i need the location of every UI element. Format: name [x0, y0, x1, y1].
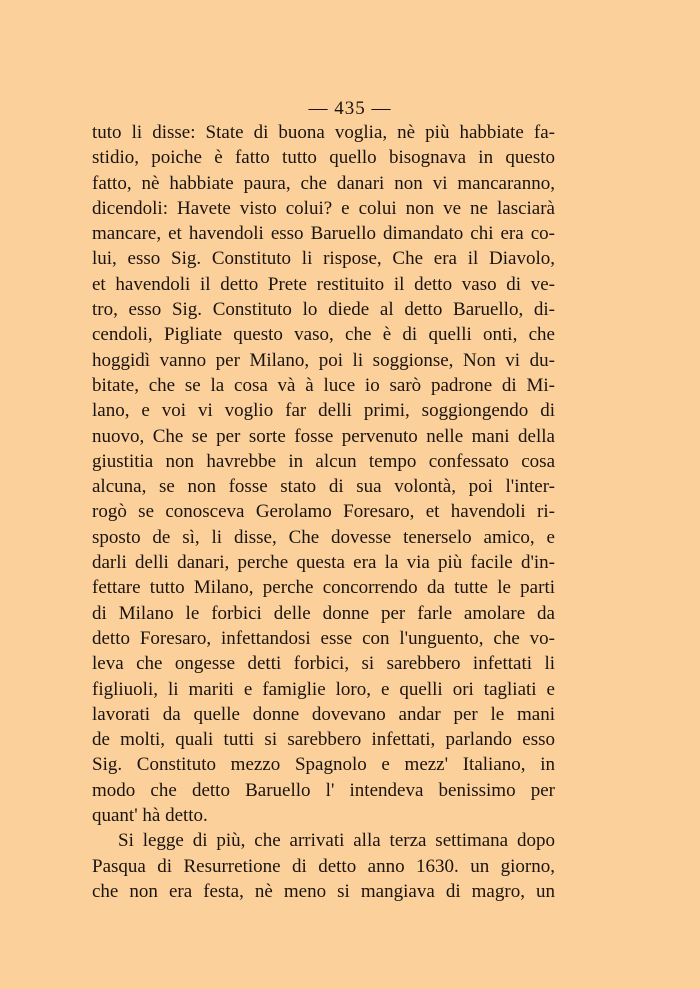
text-line: dicendoli: Havete visto colui? e colui non ve ne lasciarà [92, 197, 555, 219]
text-line: hoggidì vanno per Milano, poi li soggionse, Non vi du- [92, 349, 555, 371]
text-line: darli delli danari, perche questa era la via più facile d'in- [92, 552, 555, 574]
text-line: Si legge di più, che arrivati alla terza settimana dopo [118, 830, 555, 852]
text-line: modo che detto Baruello l' intendeva benissimo per [92, 779, 555, 801]
text-line: tro, esso Sig. Constituto lo diede al detto Baruello, di- [92, 299, 555, 321]
text-line: nuovo, Che se per sorte fosse pervenuto nelle mani della [92, 425, 555, 447]
text-line: fettare tutto Milano, perche concorrendo da tutte le parti [92, 577, 555, 599]
text-line: fatto, nè habbiate paura, che danari non vi mancaranno, [92, 172, 555, 194]
text-line: de molti, quali tutti si sarebbero infettati, parlando esso [92, 729, 555, 751]
body-text [92, 120, 555, 904]
text-line: rogò se conosceva Gerolamo Foresaro, et havendoli ri- [92, 501, 555, 523]
text-line: leva che ongesse detti forbici, si sarebbero infettati li [92, 653, 555, 675]
text-line: et havendoli il detto Prete restituito il detto vaso di ve- [92, 273, 555, 295]
text-line: mancare, et havendoli esso Baruello dimandato chi era co- [92, 223, 555, 245]
text-line: lano, e voi vi voglio far delli primi, soggiongendo di [92, 400, 555, 422]
text-line: bitate, che se la cosa và à luce io sarò padrone di Mi- [92, 374, 555, 396]
text-line: figliuoli, li mariti e famiglie loro, e quelli ori tagliati e [92, 678, 555, 700]
text-line: tuto li disse: State di buona voglia, nè più habbiate fa- [92, 122, 555, 143]
text-line: Pasqua di Resurretione di detto anno 1630. un giorno, [92, 855, 555, 877]
page-number: — 435 — [308, 98, 392, 119]
text-line: Sig. Constituto mezzo Spagnolo e mezz' Italiano, in [92, 754, 555, 776]
text-line: lavorati da quelle donne dovevano andar per le mani [92, 703, 555, 725]
text-line: di Milano le forbici delle donne per farle amolare da [92, 602, 555, 624]
text-line: lui, esso Sig. Constituto li rispose, Che era il Diavolo, [92, 248, 555, 270]
text-line: che non era festa, nè meno si mangiava di magro, un [92, 880, 555, 902]
text-line: sposto de sì, li disse, Che dovesse tenerselo amico, e [92, 526, 555, 548]
text-line: stidio, poiche è fatto tutto quello bisognava in questo [92, 147, 555, 169]
text-line: cendoli, Pigliate questo vaso, che è di quelli onti, che [92, 324, 555, 346]
text-line: quant' hà detto. [92, 805, 208, 827]
text-line: detto Foresaro, infettandosi esse con l'unguento, che vo- [92, 627, 555, 649]
text-line: alcuna, se non fosse stato di sua volontà, poi l'inter- [92, 476, 555, 498]
text-line: giustitia non havrebbe in alcun tempo confessato cosa [92, 450, 555, 472]
